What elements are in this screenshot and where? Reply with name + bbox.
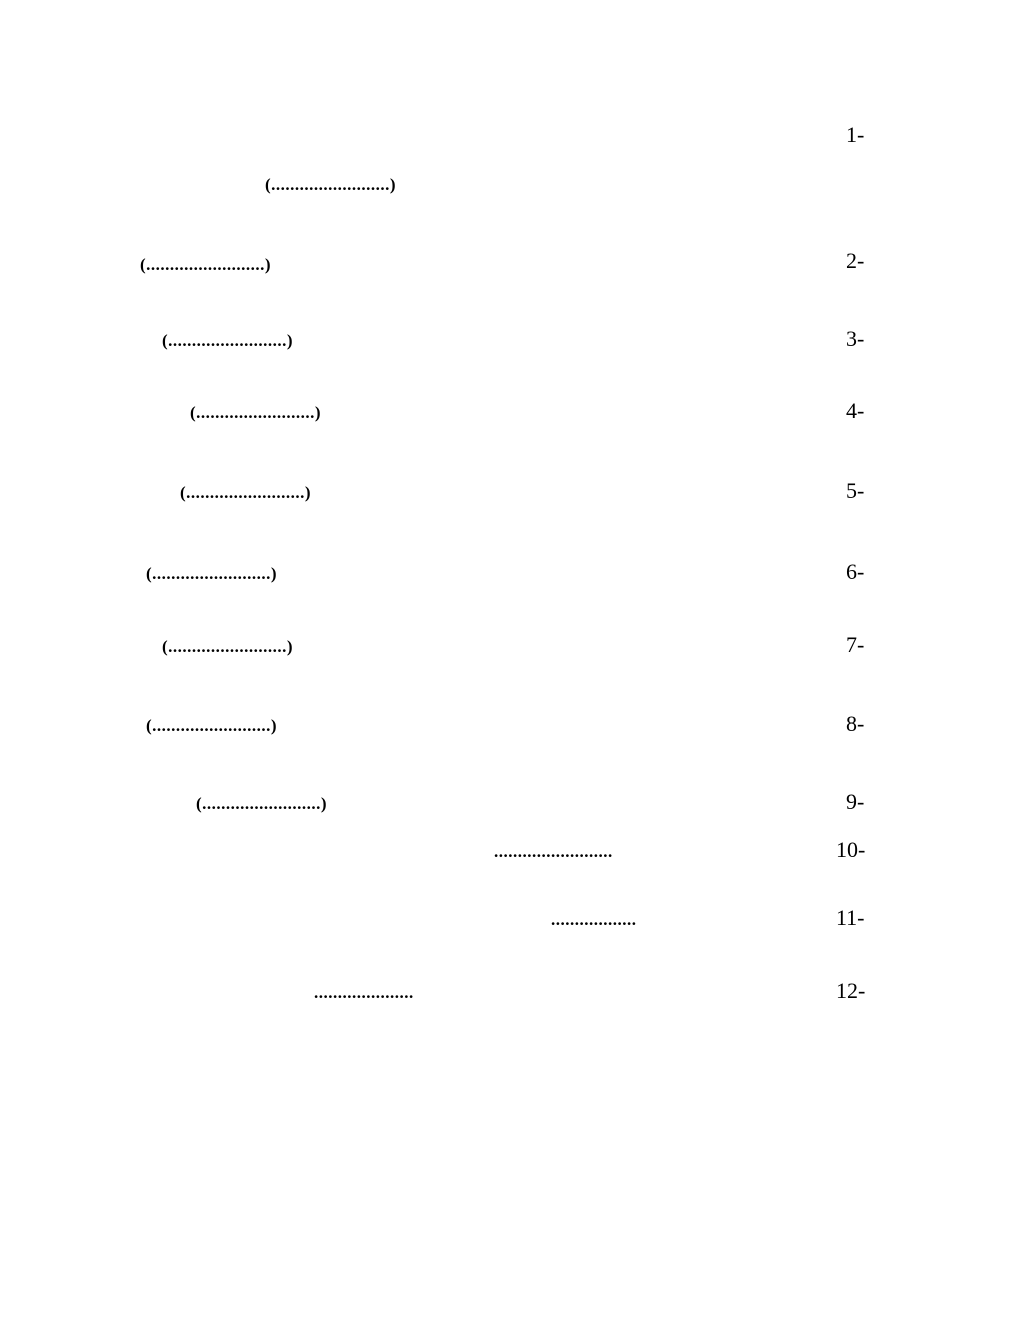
question-number: 6- bbox=[846, 559, 865, 584]
answer-blank[interactable]: (.........................) bbox=[180, 483, 312, 502]
answer-blank[interactable]: (.........................) bbox=[162, 331, 294, 350]
question-number: 8- bbox=[846, 711, 865, 736]
question-number: 11- bbox=[836, 905, 865, 930]
answer-blank[interactable]: (.........................) bbox=[190, 403, 322, 422]
question-number: 12- bbox=[836, 978, 866, 1003]
question-number: 9- bbox=[846, 789, 865, 814]
answer-blank[interactable]: ..................... bbox=[314, 983, 414, 1002]
question-number: 7- bbox=[846, 632, 865, 657]
answer-blank[interactable]: .................. bbox=[551, 910, 637, 929]
answer-blank[interactable]: (.........................) bbox=[265, 175, 397, 194]
answer-blank[interactable]: (.........................) bbox=[146, 716, 278, 735]
answer-blank[interactable]: (.........................) bbox=[140, 255, 272, 274]
question-number: 5- bbox=[846, 478, 865, 503]
question-number: 3- bbox=[846, 326, 865, 351]
question-number: 10- bbox=[836, 837, 866, 862]
answer-blank[interactable]: ......................... bbox=[494, 842, 613, 861]
question-number: 2- bbox=[846, 248, 865, 273]
answer-blank[interactable]: (.........................) bbox=[196, 794, 328, 813]
question-number: 1- bbox=[846, 122, 865, 147]
answer-blank[interactable]: (.........................) bbox=[146, 564, 278, 583]
answer-blank[interactable]: (.........................) bbox=[162, 637, 294, 656]
question-number: 4- bbox=[846, 398, 865, 423]
